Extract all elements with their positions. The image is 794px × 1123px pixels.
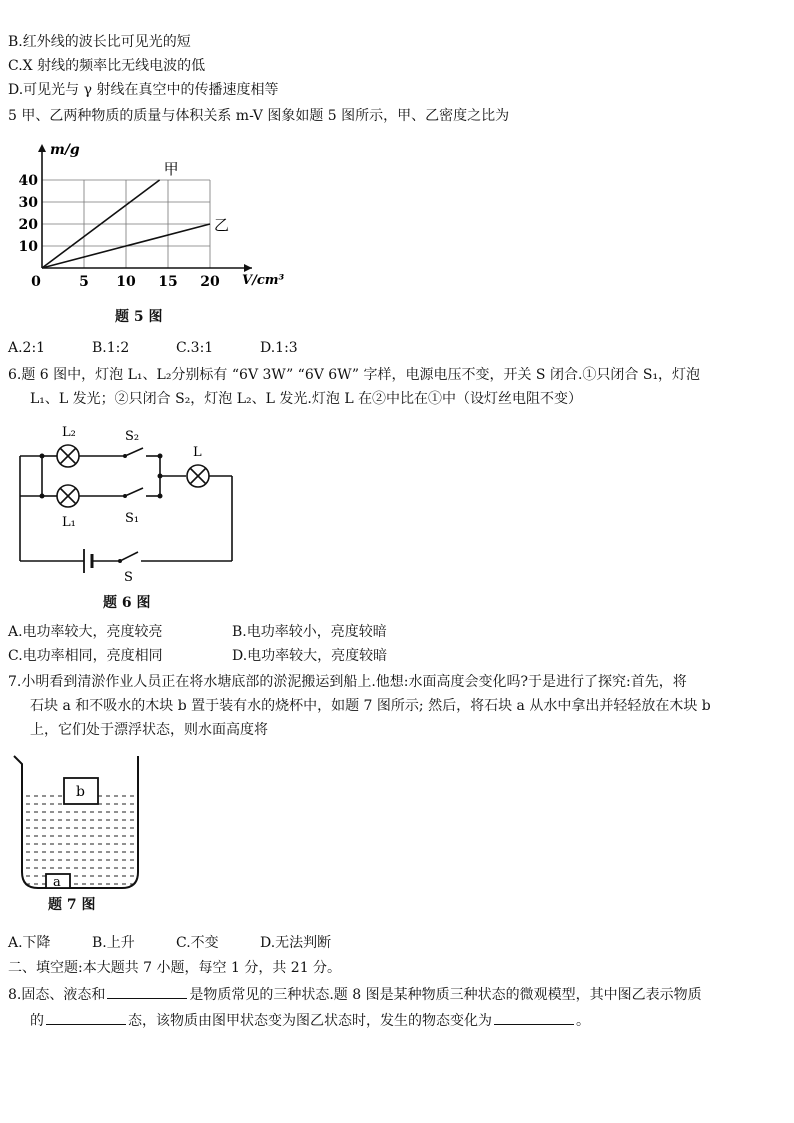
q7-option-c: C.不变 (176, 935, 219, 951)
water-region (22, 794, 138, 888)
x-tick-label: 20 (200, 274, 220, 290)
q8-line1 (8, 984, 702, 1005)
q7-option-a: A.下降 (8, 935, 51, 951)
y-tick-label: 30 (18, 195, 38, 211)
x-tick-label: 5 (79, 274, 89, 290)
q8-blank-2[interactable] (46, 1010, 126, 1025)
y-tick-label: 40 (18, 173, 38, 189)
series-label: 乙 (214, 216, 230, 234)
q5-option-a: A.2:1 (8, 340, 46, 356)
chart-grid (42, 180, 210, 268)
x-axis-label: V/cm³ (242, 273, 285, 288)
y-tick-label: 20 (18, 217, 38, 233)
q7-figure-caption: 题 7 图 (48, 897, 96, 913)
q8-text-3: 的 (30, 1013, 44, 1029)
switch-s-icon (120, 552, 138, 561)
q4-option-c: C.X 射线的频率比无线电波的低 (8, 58, 206, 74)
x-tick-label: 0 (31, 274, 41, 290)
q7-stem-line1: 7.小明看到清淤作业人员正在将水塘底部的淤泥搬运到船上.他想:水面高度会变化吗?于是进行了探究:首先，将 (8, 674, 687, 690)
q7-stem-line2: 石块 a 和不吸水的木块 b 置于装有水的烧杯中，如题 7 图所示; 然后，将石块 a 从水中拿出并轻轻放在木块 b (30, 698, 711, 714)
label-b: b (76, 784, 85, 800)
q5-option-d: D.1:3 (260, 340, 298, 356)
q8-blank-1[interactable] (107, 984, 187, 999)
q5-figure-caption: 题 5 图 (115, 309, 163, 325)
q4-option-b: B.红外线的波长比可见光的短 (8, 34, 191, 50)
series-label: 甲 (163, 160, 179, 178)
q6-stem-line1: 6.题 6 图中，灯泡 L₁、L₂分别标有 “6V 3W” “6V 6W” 字样，电源电压不变，开关 S 闭合.①只闭合 S₁，灯泡 (8, 367, 701, 383)
q6-circuit-diagram (10, 416, 250, 616)
label-l2: L₂ (62, 425, 76, 440)
q5-option-c: C.3:1 (176, 340, 214, 356)
label-s2: S₂ (125, 429, 140, 444)
q6-option-b: B.电功率较小，亮度较暗 (232, 624, 387, 640)
q8-blank-3[interactable] (494, 1010, 574, 1025)
x-axis-arrow-icon (244, 264, 252, 272)
q7-stem-line3: 上，它们处于漂浮状态，则水面高度将 (30, 722, 268, 738)
q7-option-d: D.无法判断 (260, 935, 332, 951)
q7-beaker-diagram (10, 752, 160, 902)
q6-stem-line2: L₁、L 发光；②只闭合 S₂，灯泡 L₂、L 发光.灯泡 L 在②中比在①中（设灯丝电阻不变） (30, 391, 583, 407)
switch-s1-icon (125, 488, 143, 496)
label-l: L (193, 445, 202, 460)
label-s1: S₁ (125, 511, 140, 526)
q7-option-b: B.上升 (92, 935, 135, 951)
q8-text-2: 是物质常见的三种状态.题 8 图是某种物质三种状态的微观模型，其中图乙表示物质 (189, 987, 702, 1003)
q6-option-c: C.电功率相同，亮度相同 (8, 648, 163, 664)
q8-text-5: 。 (576, 1013, 590, 1029)
switch-s2-icon (125, 448, 143, 456)
q5-option-b: B.1:2 (92, 340, 130, 356)
q5-stem: 5 甲、乙两种物质的质量与体积关系 m-V 图象如题 5 图所示，甲、乙密度之比为 (8, 108, 510, 124)
x-tick-label: 15 (158, 274, 178, 290)
q8-line2 (30, 1010, 590, 1031)
q6-option-a: A.电功率较大，亮度较亮 (8, 624, 163, 640)
chart-axes (38, 144, 252, 272)
chart-ticks (19, 173, 220, 290)
label-a: a (53, 875, 61, 890)
chart-series (42, 160, 229, 268)
y-axis-arrow-icon (38, 144, 46, 152)
q8-text-4: 态，该物质由图甲状态变为图乙状态时，发生的物态变化为 (128, 1013, 492, 1029)
y-tick-label: 10 (18, 239, 38, 255)
x-tick-label: 10 (116, 274, 136, 290)
q4-option-d: D.可见光与 γ 射线在真空中的传播速度相等 (8, 82, 279, 98)
q8-text-1: 8.固态、液态和 (8, 987, 106, 1003)
section-2-heading: 二、填空题:本大题共 7 小题，每空 1 分，共 21 分。 (8, 960, 342, 976)
q6-figure-caption: 题 6 图 (103, 595, 151, 611)
q6-option-d: D.电功率较大，亮度较暗 (232, 648, 388, 664)
label-s: S (124, 570, 133, 585)
label-l1: L₁ (62, 515, 76, 530)
y-axis-label: m/g (50, 142, 80, 158)
